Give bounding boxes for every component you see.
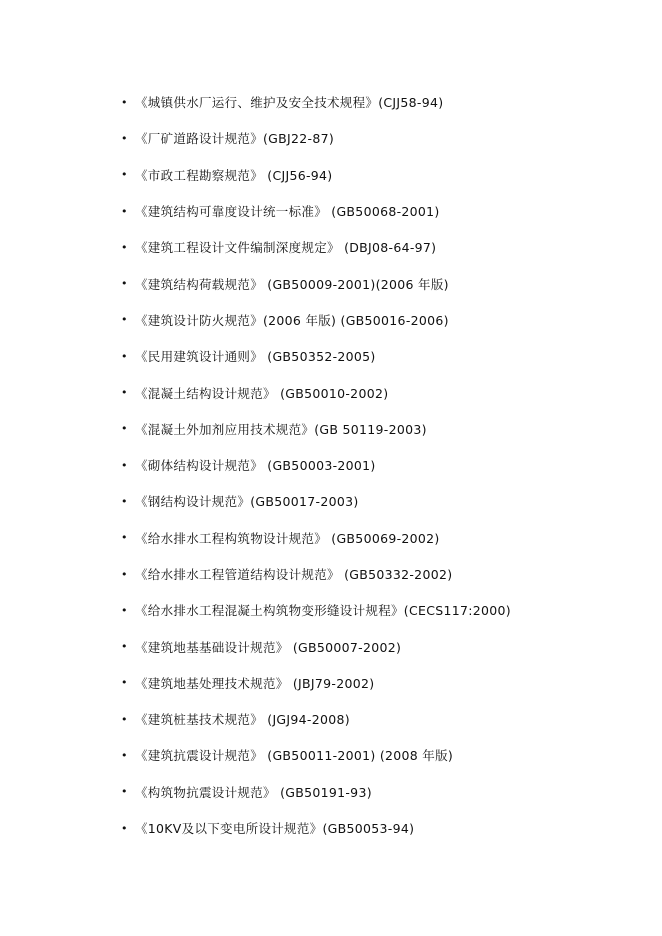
standard-title: 《建筑地基基础设计规范》 (GB50007-2002)	[135, 639, 402, 655]
list-item	[121, 628, 511, 664]
list-item	[121, 84, 511, 120]
standard-title: 《混凝土外加剂应用技术规范》(GB 50119-2003)	[135, 421, 427, 437]
standard-title: 《给水排水工程管道结构设计规范》 (GB50332-2002)	[135, 567, 453, 582]
standard-title: 《建筑设计防火规范》(2006 年版) (GB50016-2006)	[135, 312, 449, 328]
standard-title: 《市政工程勘察规范》 (CJJ56-94)	[135, 167, 333, 183]
standard-title: 《建筑结构可靠度设计统一标准》 (GB50068-2001)	[135, 204, 440, 220]
standard-title: 《钢结构设计规范》(GB50017-2003)	[135, 494, 359, 510]
standard-title: 《给水排水工程混凝土构筑物变形缝设计规程》(CECS117:2000)	[135, 603, 511, 619]
standard-title: 《建筑地基处理技术规范》 (JBJ79-2002)	[135, 675, 375, 691]
bullet-icon: •	[121, 168, 128, 182]
bullet-icon: •	[121, 640, 128, 654]
standards-list	[121, 84, 511, 846]
standard-title: 《民用建筑设计通则》 (GB50352-2005)	[135, 349, 376, 365]
list-item	[121, 701, 511, 737]
list-item	[121, 120, 511, 156]
list-item	[121, 193, 511, 229]
standard-title: 《建筑结构荷载规范》 (GB50009-2001)(2006 年版)	[135, 276, 449, 292]
bullet-icon: •	[121, 277, 128, 291]
bullet-icon: •	[121, 821, 128, 835]
bullet-icon: •	[121, 676, 128, 690]
standard-title: 《厂矿道路设计规范》(GBJ22-87)	[135, 131, 335, 147]
list-item	[121, 374, 511, 410]
list-item	[121, 265, 511, 301]
bullet-icon: •	[121, 349, 128, 363]
bullet-icon: •	[121, 386, 128, 400]
list-item	[121, 302, 511, 338]
standard-title: 《10KV及以下变电所设计规范》(GB50053-94)	[135, 821, 415, 837]
bullet-icon: •	[121, 712, 128, 726]
bullet-icon: •	[121, 458, 128, 472]
standard-title: 《建筑工程设计文件编制深度规定》 (DBJ08-64-97)	[135, 240, 437, 256]
standard-title: 《给水排水工程构筑物设计规范》 (GB50069-2002)	[135, 530, 440, 546]
list-item	[121, 592, 511, 628]
bullet-icon: •	[121, 531, 128, 545]
standard-title: 《建筑桩基技术规范》 (JGJ94-2008)	[135, 712, 350, 728]
list-item	[121, 411, 511, 447]
standard-title: 《构筑物抗震设计规范》 (GB50191-93)	[135, 784, 372, 800]
bullet-icon: •	[121, 748, 128, 762]
list-item	[121, 774, 511, 810]
bullet-icon: •	[121, 603, 128, 617]
bullet-icon: •	[121, 494, 128, 508]
list-item	[121, 338, 511, 374]
list-item	[121, 810, 511, 846]
bullet-icon: •	[121, 204, 128, 218]
list-item	[121, 483, 511, 519]
standard-title: 《建筑抗震设计规范》 (GB50011-2001) (2008 年版)	[135, 748, 454, 764]
standard-title: 《混凝土结构设计规范》 (GB50010-2002)	[135, 385, 389, 401]
list-item	[121, 229, 511, 265]
bullet-icon: •	[121, 422, 128, 436]
list-item	[121, 665, 511, 701]
bullet-icon: •	[121, 95, 128, 109]
list-item	[121, 737, 511, 773]
bullet-icon: •	[121, 313, 128, 327]
list-item	[121, 447, 511, 483]
list-item	[121, 556, 511, 592]
bullet-icon: •	[121, 131, 128, 145]
standard-title: 《砌体结构设计规范》 (GB50003-2001)	[135, 458, 376, 474]
standard-title: 《城镇供水厂运行、维护及安全技术规程》(CJJ58-94)	[135, 95, 444, 111]
bullet-icon: •	[121, 240, 128, 254]
list-item	[121, 157, 511, 193]
bullet-icon: •	[121, 567, 128, 581]
bullet-icon: •	[121, 785, 128, 799]
list-item	[121, 520, 511, 556]
